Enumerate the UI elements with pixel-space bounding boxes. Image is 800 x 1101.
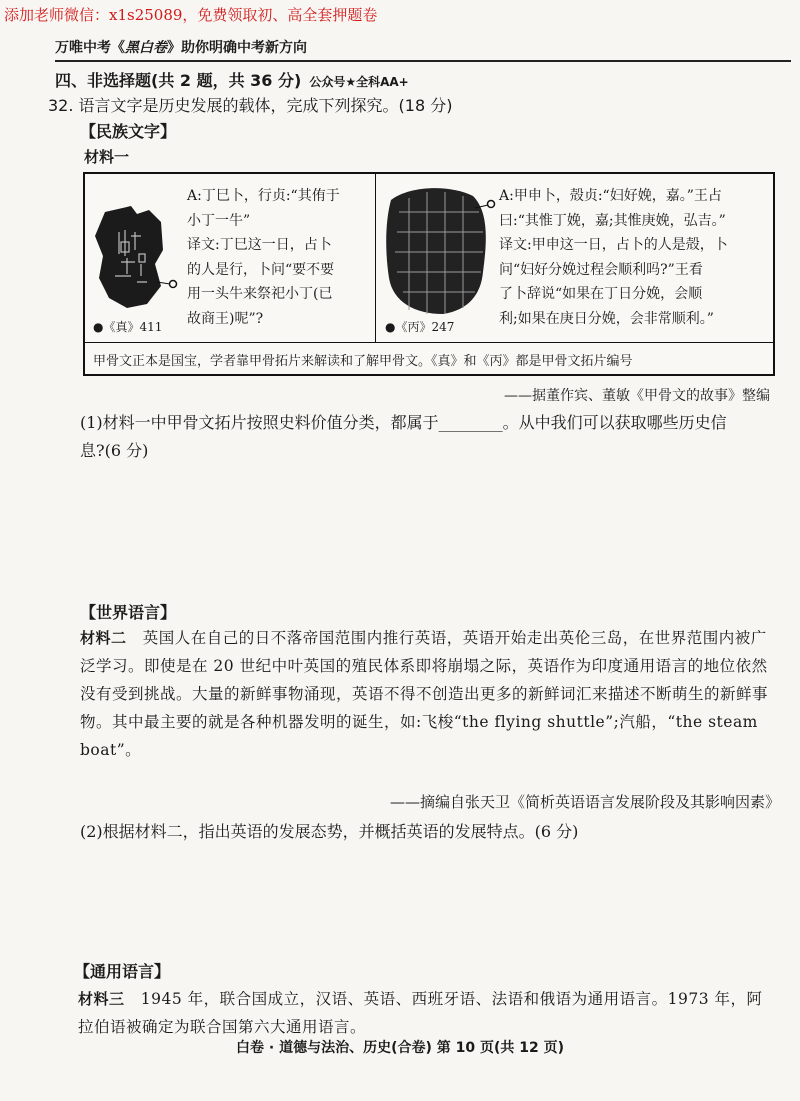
part3-text: 1945 年，联合国成立，汉语、英语、西班牙语、法语和俄语为通用语言。1973 年，阿拉伯语被确定为联合国第六大通用语言。 — [78, 990, 763, 1036]
left-caption: ●《真》411 — [93, 320, 163, 334]
page-footer: 白卷 · 道德与法治、历史(合卷) 第 10 页(共 12 页) — [236, 1040, 564, 1056]
part1-heading: 【民族文字】 — [80, 122, 177, 141]
right-line: 问“妇好分娩过程会顺利吗?”王看 — [499, 261, 703, 278]
right-cell-text — [499, 184, 728, 331]
material-table — [83, 172, 775, 376]
question-title: 32. 语言文字是历史发展的载体，完成下列探究。(18 分) — [48, 96, 453, 115]
q1-line1: (1)材料一中甲骨文拓片按照史料价值分类，都属于________。从中我们可以获取哪些历史信 — [80, 413, 727, 432]
brand-emphasis: 黑白卷 — [125, 40, 167, 56]
right-caption: ●《丙》247 — [385, 320, 455, 334]
q2-text: (2)根据材料二，指出英语的发展态势，并概括英语的发展特点。(6 分) — [80, 822, 579, 841]
right-line: A:甲申卜，殻贞:“妇好娩，嘉。”王占 — [499, 188, 722, 204]
right-line: 曰:“其惟丁娩，嘉;其惟庚娩，弘吉。” — [499, 212, 726, 229]
left-line: 的人是行，卜问“要不要 — [187, 261, 335, 278]
brand-header — [55, 37, 307, 57]
watermark-text: 添加老师微信：x1s25089，免费领取初、高全套押题卷 — [4, 6, 378, 24]
header-rule — [55, 60, 791, 62]
section-tag: 公众号★全科AA+ — [309, 75, 409, 89]
left-cell-text — [187, 184, 340, 331]
table-footer: 甲骨文正本是国宝，学者靠甲骨拓片来解读和了解甲骨文。《真》和《丙》都是甲骨文拓片编号 — [93, 354, 633, 369]
section-title: 四、非选择题(共 2 题，共 36 分) — [55, 71, 302, 90]
part2-paragraph — [80, 624, 780, 764]
part2-material-label: 材料二 — [80, 629, 127, 647]
left-line: 用一头牛来祭祀小丁(已 — [187, 286, 333, 302]
part2-source: ——摘编自张天卫《简析英语语言发展阶段及其影响因素》 — [389, 793, 780, 811]
part1-source: ——据董作宾、董敏《甲骨文的故事》整编 — [504, 388, 770, 404]
q1-line2: 息?(6 分) — [80, 441, 149, 460]
right-line: 译文:甲申这一日，占卜的人是殻，卜 — [499, 237, 728, 253]
left-line: 小丁一牛” — [187, 212, 251, 229]
section-heading — [55, 68, 409, 91]
oracle-rubbing-left — [91, 202, 179, 312]
left-line: A:丁巳卜，行贞:“其侑于 — [187, 188, 340, 204]
right-line: 了卜辞说“如果在丁日分娩，会顺 — [499, 286, 703, 302]
part3-heading: 【通用语言】 — [74, 962, 171, 981]
part1-material-label: 材料一 — [84, 148, 130, 166]
part3-paragraph — [78, 985, 778, 1041]
part2-text: 英国人在自己的日不落帝国范围内推行英语，英语开始走出英伦三岛，在世界范围内被广泛学习。即使是在 20 世纪中叶英国的殖民体系即将崩塌之际，英语作为印度通用语言的地位依然没有受到挑战。大量的新鲜事物涌现，英语不得不创造出更多的新鲜词汇来描述不断萌生的新鲜事物。其中最主要的就是各种机器发明的诞生，如:飞梭“the flying shuttle”;汽船，“the steam boat”。 — [80, 629, 769, 759]
brand-pre: 万唯中考《 — [55, 40, 125, 56]
left-line: 故商王)呢”? — [187, 310, 264, 327]
brand-post: 》助你明确中考新方向 — [167, 40, 307, 56]
left-line: 译文:丁巳这一日，占卜 — [187, 237, 332, 253]
right-line: 利;如果在庚日分娩，会非常顺利。” — [499, 310, 714, 327]
part3-material-label: 材料三 — [78, 990, 125, 1008]
part2-heading: 【世界语言】 — [80, 603, 177, 622]
oracle-rubbing-right — [379, 182, 499, 320]
